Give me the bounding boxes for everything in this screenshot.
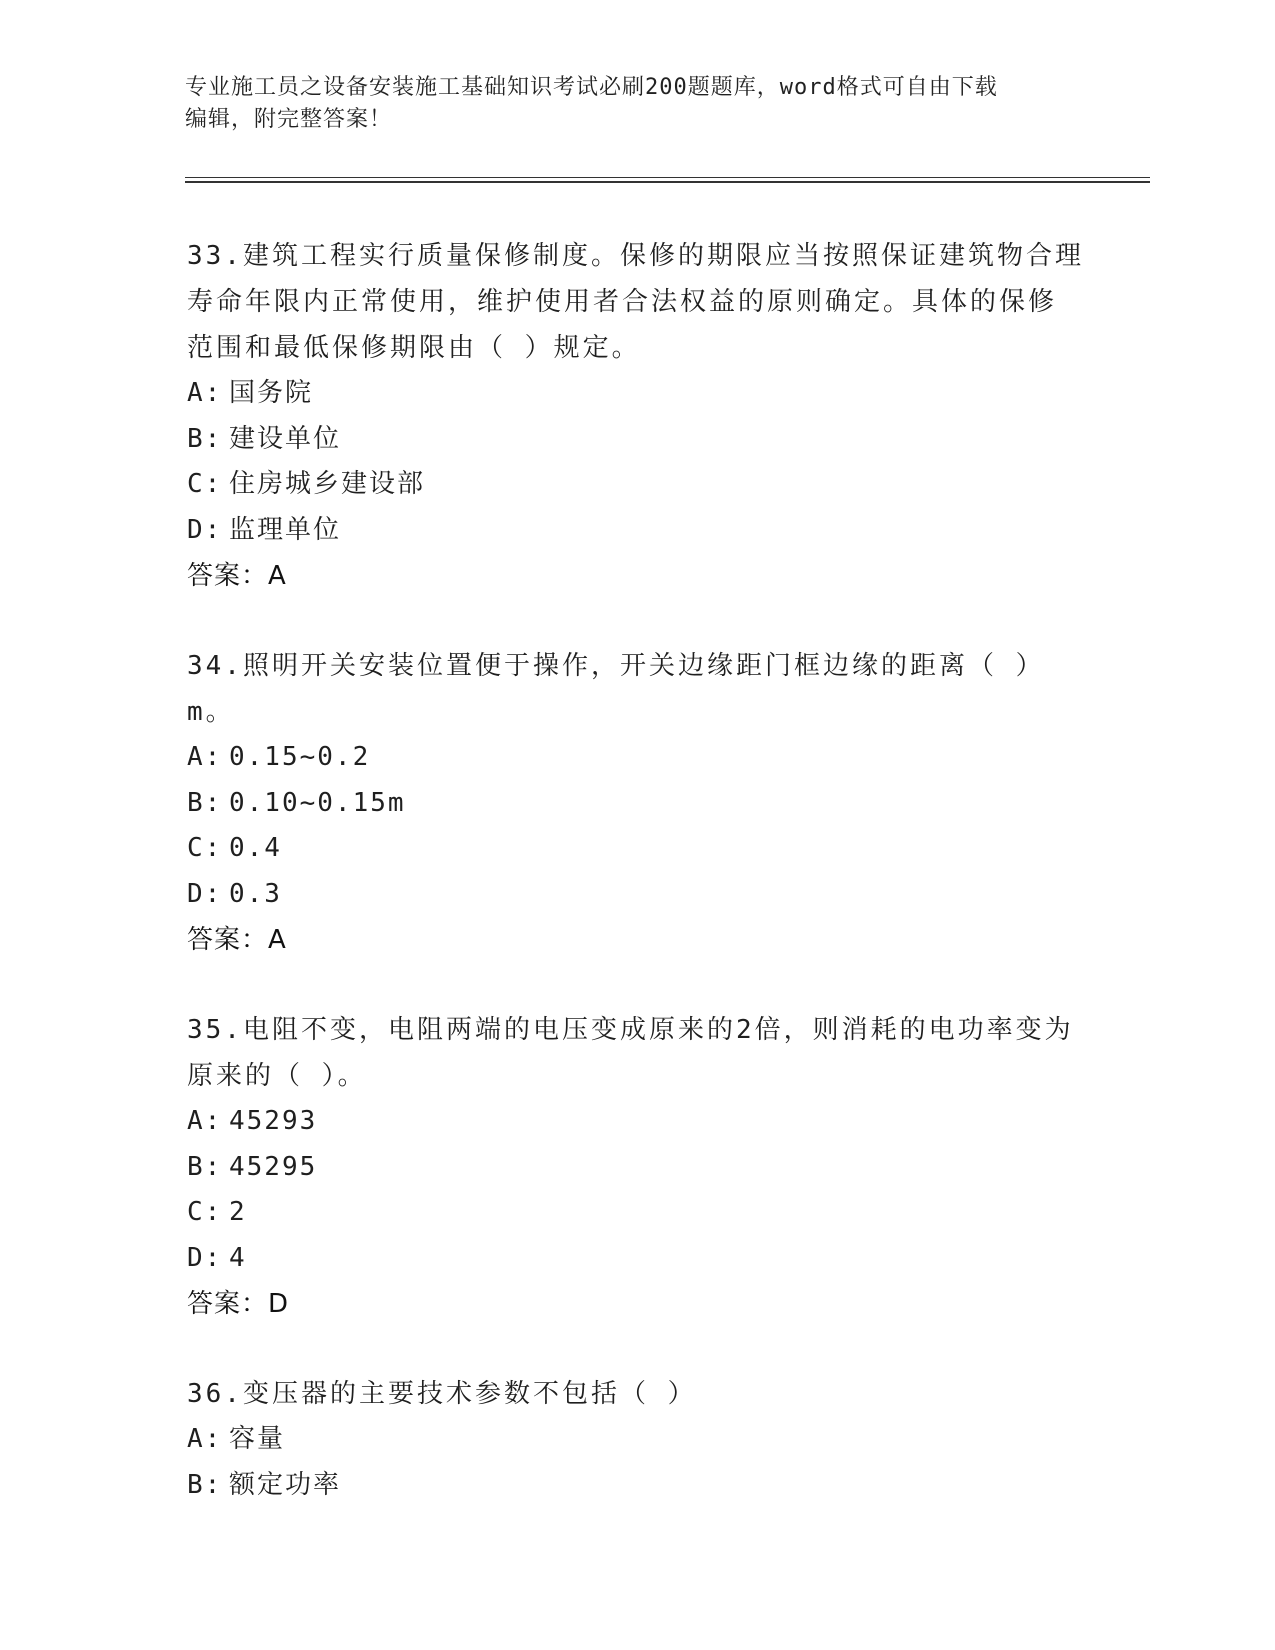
question-stem-line: 33.建筑工程实行质量保修制度。保修的期限应当按照保证建筑物合理 <box>187 241 1084 271</box>
option-text: 0.15~0.2 <box>229 742 371 772</box>
option-b <box>187 1145 1087 1191</box>
option-key: C: <box>187 833 223 863</box>
option-key: D: <box>187 1242 223 1273</box>
option-text: 住房城乡建设部 <box>229 469 426 499</box>
option-key: A: <box>187 742 223 772</box>
option-key: B: <box>187 423 223 454</box>
option-text: 建设单位 <box>229 423 342 454</box>
question-35 <box>187 1007 1087 1327</box>
option-d <box>187 872 1087 918</box>
option-key: B: <box>187 1469 223 1500</box>
option-key: D: <box>187 878 223 909</box>
option-text: 容量 <box>229 1424 286 1454</box>
option-key: D: <box>187 514 223 545</box>
option-key: A: <box>187 378 223 408</box>
option-b <box>187 417 1087 463</box>
option-b <box>187 1463 1087 1509</box>
option-c <box>187 1190 1087 1236</box>
option-key: B: <box>187 1151 223 1182</box>
header-divider-top <box>185 177 1150 178</box>
header-divider-bottom <box>185 181 1150 183</box>
document-header <box>185 72 1085 136</box>
option-text: 45293 <box>229 1106 318 1136</box>
question-34 <box>187 643 1087 963</box>
answer-label: 答案：D <box>187 1289 290 1319</box>
option-key: A: <box>187 1424 223 1454</box>
option-text: 额定功率 <box>229 1469 342 1500</box>
header-title-line-1: 专业施工员之设备安装施工基础知识考试必刷200题题库，word格式可自由下载 <box>185 75 998 100</box>
header-title-line-2: 编辑，附完整答案！ <box>185 107 393 132</box>
option-a <box>187 1417 1087 1463</box>
option-a <box>187 371 1087 417</box>
question-stem-line: 34.照明开关安装位置便于操作，开关边缘距门框边缘的距离（ ）m。 <box>187 651 1045 727</box>
question-list <box>187 233 1087 1508</box>
option-b <box>187 781 1087 827</box>
option-a <box>187 735 1087 781</box>
question-stem-line: 36.变压器的主要技术参数不包括（ ） <box>187 1379 697 1409</box>
option-c <box>187 826 1087 872</box>
option-d <box>187 1236 1087 1282</box>
question-stem-line: 原来的（ ）。 <box>187 1061 367 1091</box>
option-text: 2 <box>229 1197 247 1227</box>
question-stem-line: 寿命年限内正常使用，维护使用者合法权益的原则确定。具体的保修 <box>187 287 1058 317</box>
spacer <box>187 1327 1087 1371</box>
answer-label: 答案：A <box>187 561 287 591</box>
question-stem-line: 35.电阻不变，电阻两端的电压变成原来的2倍，则消耗的电功率变为 <box>187 1015 1074 1045</box>
question-stem-line: 范围和最低保修期限由（ ）规定。 <box>187 333 641 363</box>
option-d <box>187 508 1087 554</box>
option-key: A: <box>187 1106 223 1136</box>
option-text: 0.10~0.15m <box>229 787 406 818</box>
option-text: 国务院 <box>229 378 314 408</box>
spacer <box>187 599 1087 643</box>
option-text: 0.4 <box>229 833 282 863</box>
option-key: C: <box>187 1197 223 1227</box>
option-text: 0.3 <box>229 878 282 909</box>
option-text: 监理单位 <box>229 514 342 545</box>
option-text: 4 <box>229 1242 247 1273</box>
option-text: 45295 <box>229 1151 318 1182</box>
option-key: B: <box>187 787 223 818</box>
spacer <box>187 963 1087 1007</box>
option-a <box>187 1099 1087 1145</box>
option-c <box>187 462 1087 508</box>
question-36 <box>187 1371 1087 1508</box>
question-33 <box>187 233 1087 599</box>
option-key: C: <box>187 469 223 499</box>
answer-label: 答案：A <box>187 925 287 955</box>
